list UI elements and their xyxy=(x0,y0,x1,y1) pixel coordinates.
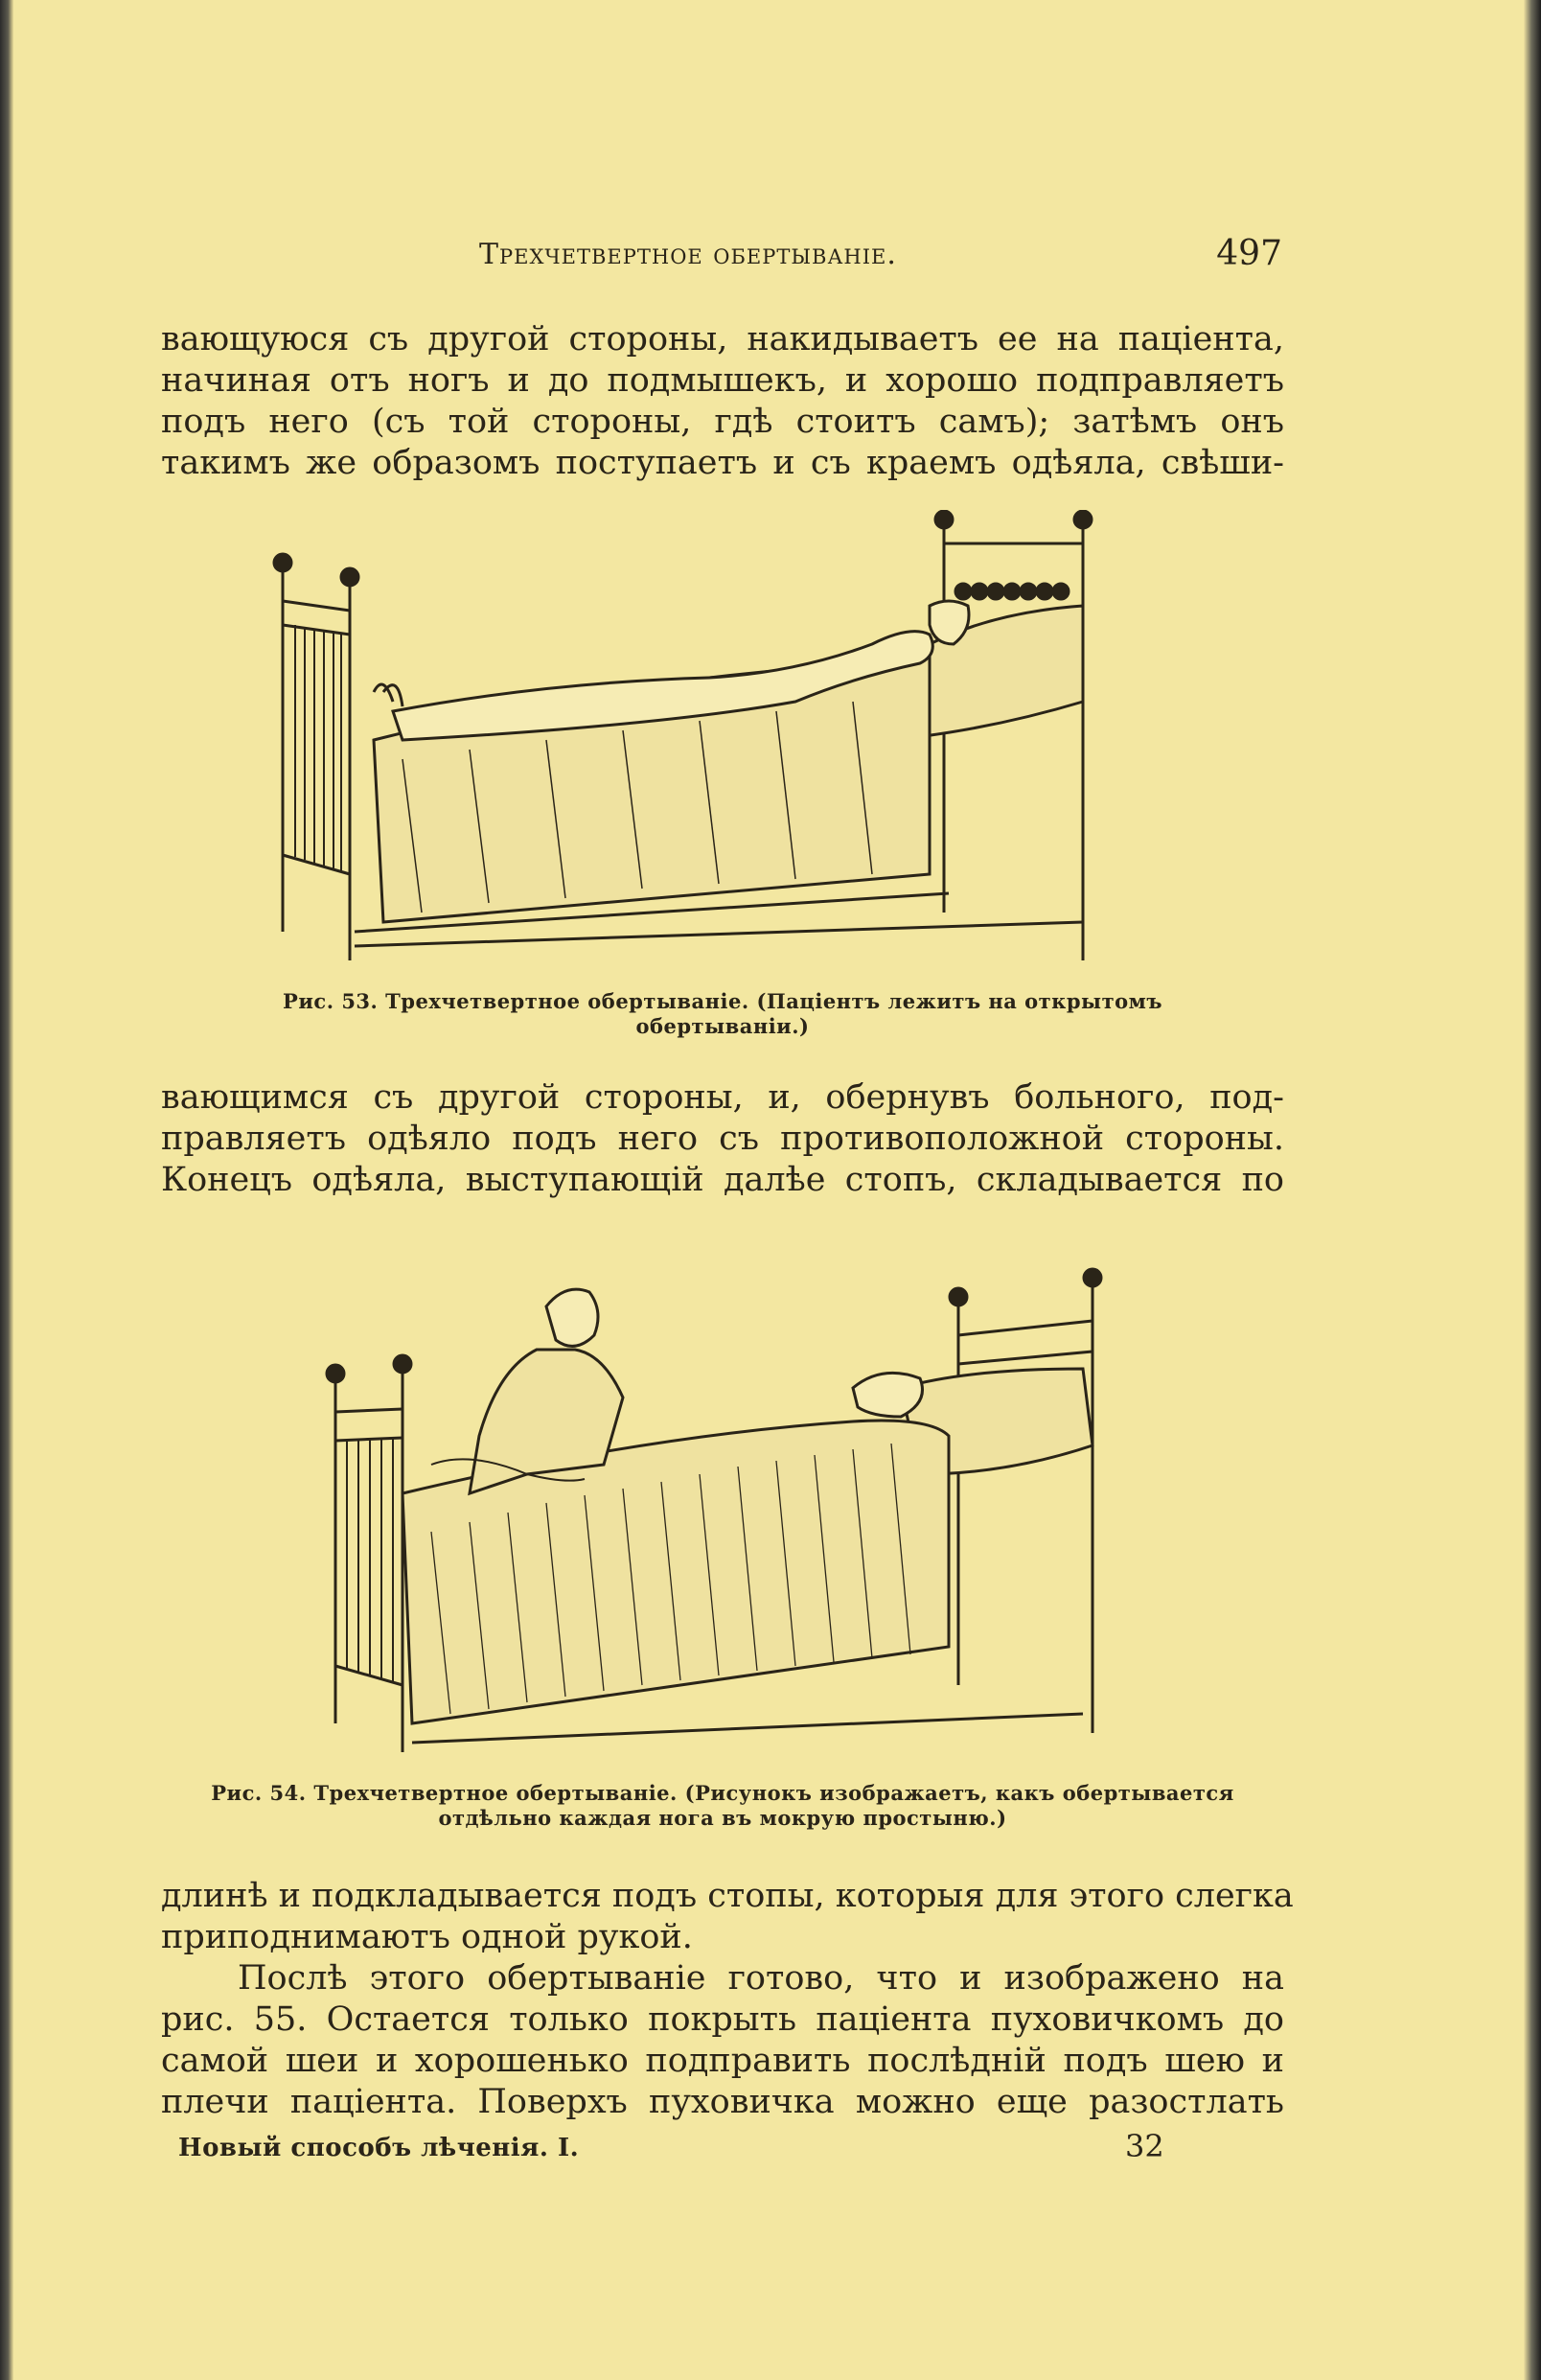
figure-53-caption xyxy=(161,989,1284,1039)
text-line: правляетъ одѣяло подъ него съ противоположной стороны. xyxy=(161,1120,1284,1158)
page-edge-right xyxy=(1524,0,1541,2380)
text-line: Послѣ этого обертываніе готово, что и изображено на xyxy=(238,1959,1284,1998)
figure-54-illustration xyxy=(259,1244,1198,1771)
figure-53-illustration xyxy=(259,510,1198,970)
text-line: плечи паціента. Поверхъ пуховичка можно еще разостлать xyxy=(161,2083,1284,2121)
caption-line: отдѣльно каждая нога въ мокрую простыню.) xyxy=(438,1806,1007,1830)
figure-54-caption xyxy=(161,1781,1284,1831)
text-line: вающимся съ другой стороны, и, обернувъ больного, под- xyxy=(161,1078,1284,1117)
text-line: приподнимаютъ одной рукой. xyxy=(161,1918,693,1956)
page-number: 497 xyxy=(1216,234,1282,273)
text-line: подъ него (съ той стороны, гдѣ стоитъ самъ); затѣмъ онъ xyxy=(161,403,1284,441)
text-line: рис. 55. Остается только покрыть паціента пуховичкомъ до xyxy=(161,2000,1284,2039)
footer-book-title: Новый способъ лѣченія. I. xyxy=(178,2134,580,2162)
paragraph-1 xyxy=(161,319,1284,484)
paragraph-4 xyxy=(161,1958,1284,2123)
text-line: вающуюся съ другой стороны, накидываетъ ее на паціента, xyxy=(161,320,1284,358)
footer-signature-mark: 32 xyxy=(1125,2128,1164,2164)
caption-line: Рис. 54. Трехчетвертное обертываніе. (Рисунокъ изображаетъ, какъ обертывается xyxy=(211,1781,1234,1805)
page-header xyxy=(161,234,1282,276)
text-line: Конецъ одѣяла, выступающій далѣе стопъ, складывается по xyxy=(161,1161,1284,1199)
text-line: такимъ же образомъ поступаетъ и съ краемъ одѣяла, свѣши- xyxy=(161,444,1284,482)
bed-attendant-wrapping-illustration xyxy=(259,1244,1198,1771)
text-line: начиная отъ ногъ и до подмышекъ, и хорошо подправляетъ xyxy=(161,361,1284,400)
caption-line: обертываніи.) xyxy=(635,1014,810,1038)
paragraph-3 xyxy=(161,1876,1294,1958)
running-title: Трехчетвертное обертываніе. xyxy=(479,238,897,271)
bed-patient-lying-illustration xyxy=(259,510,1198,970)
page-footer xyxy=(161,2128,1284,2172)
caption-line: Рис. 53. Трехчетвертное обертываніе. (Паціентъ лежитъ на открытомъ xyxy=(283,989,1162,1013)
paragraph-2 xyxy=(161,1077,1284,1201)
text-line: самой шеи и хорошенько подправить послѣдній подъ шею и xyxy=(161,2042,1284,2080)
text-line: длинѣ и подкладывается подъ стопы, которыя для этого слегка xyxy=(161,1877,1294,1915)
page-edge-left xyxy=(0,0,13,2380)
